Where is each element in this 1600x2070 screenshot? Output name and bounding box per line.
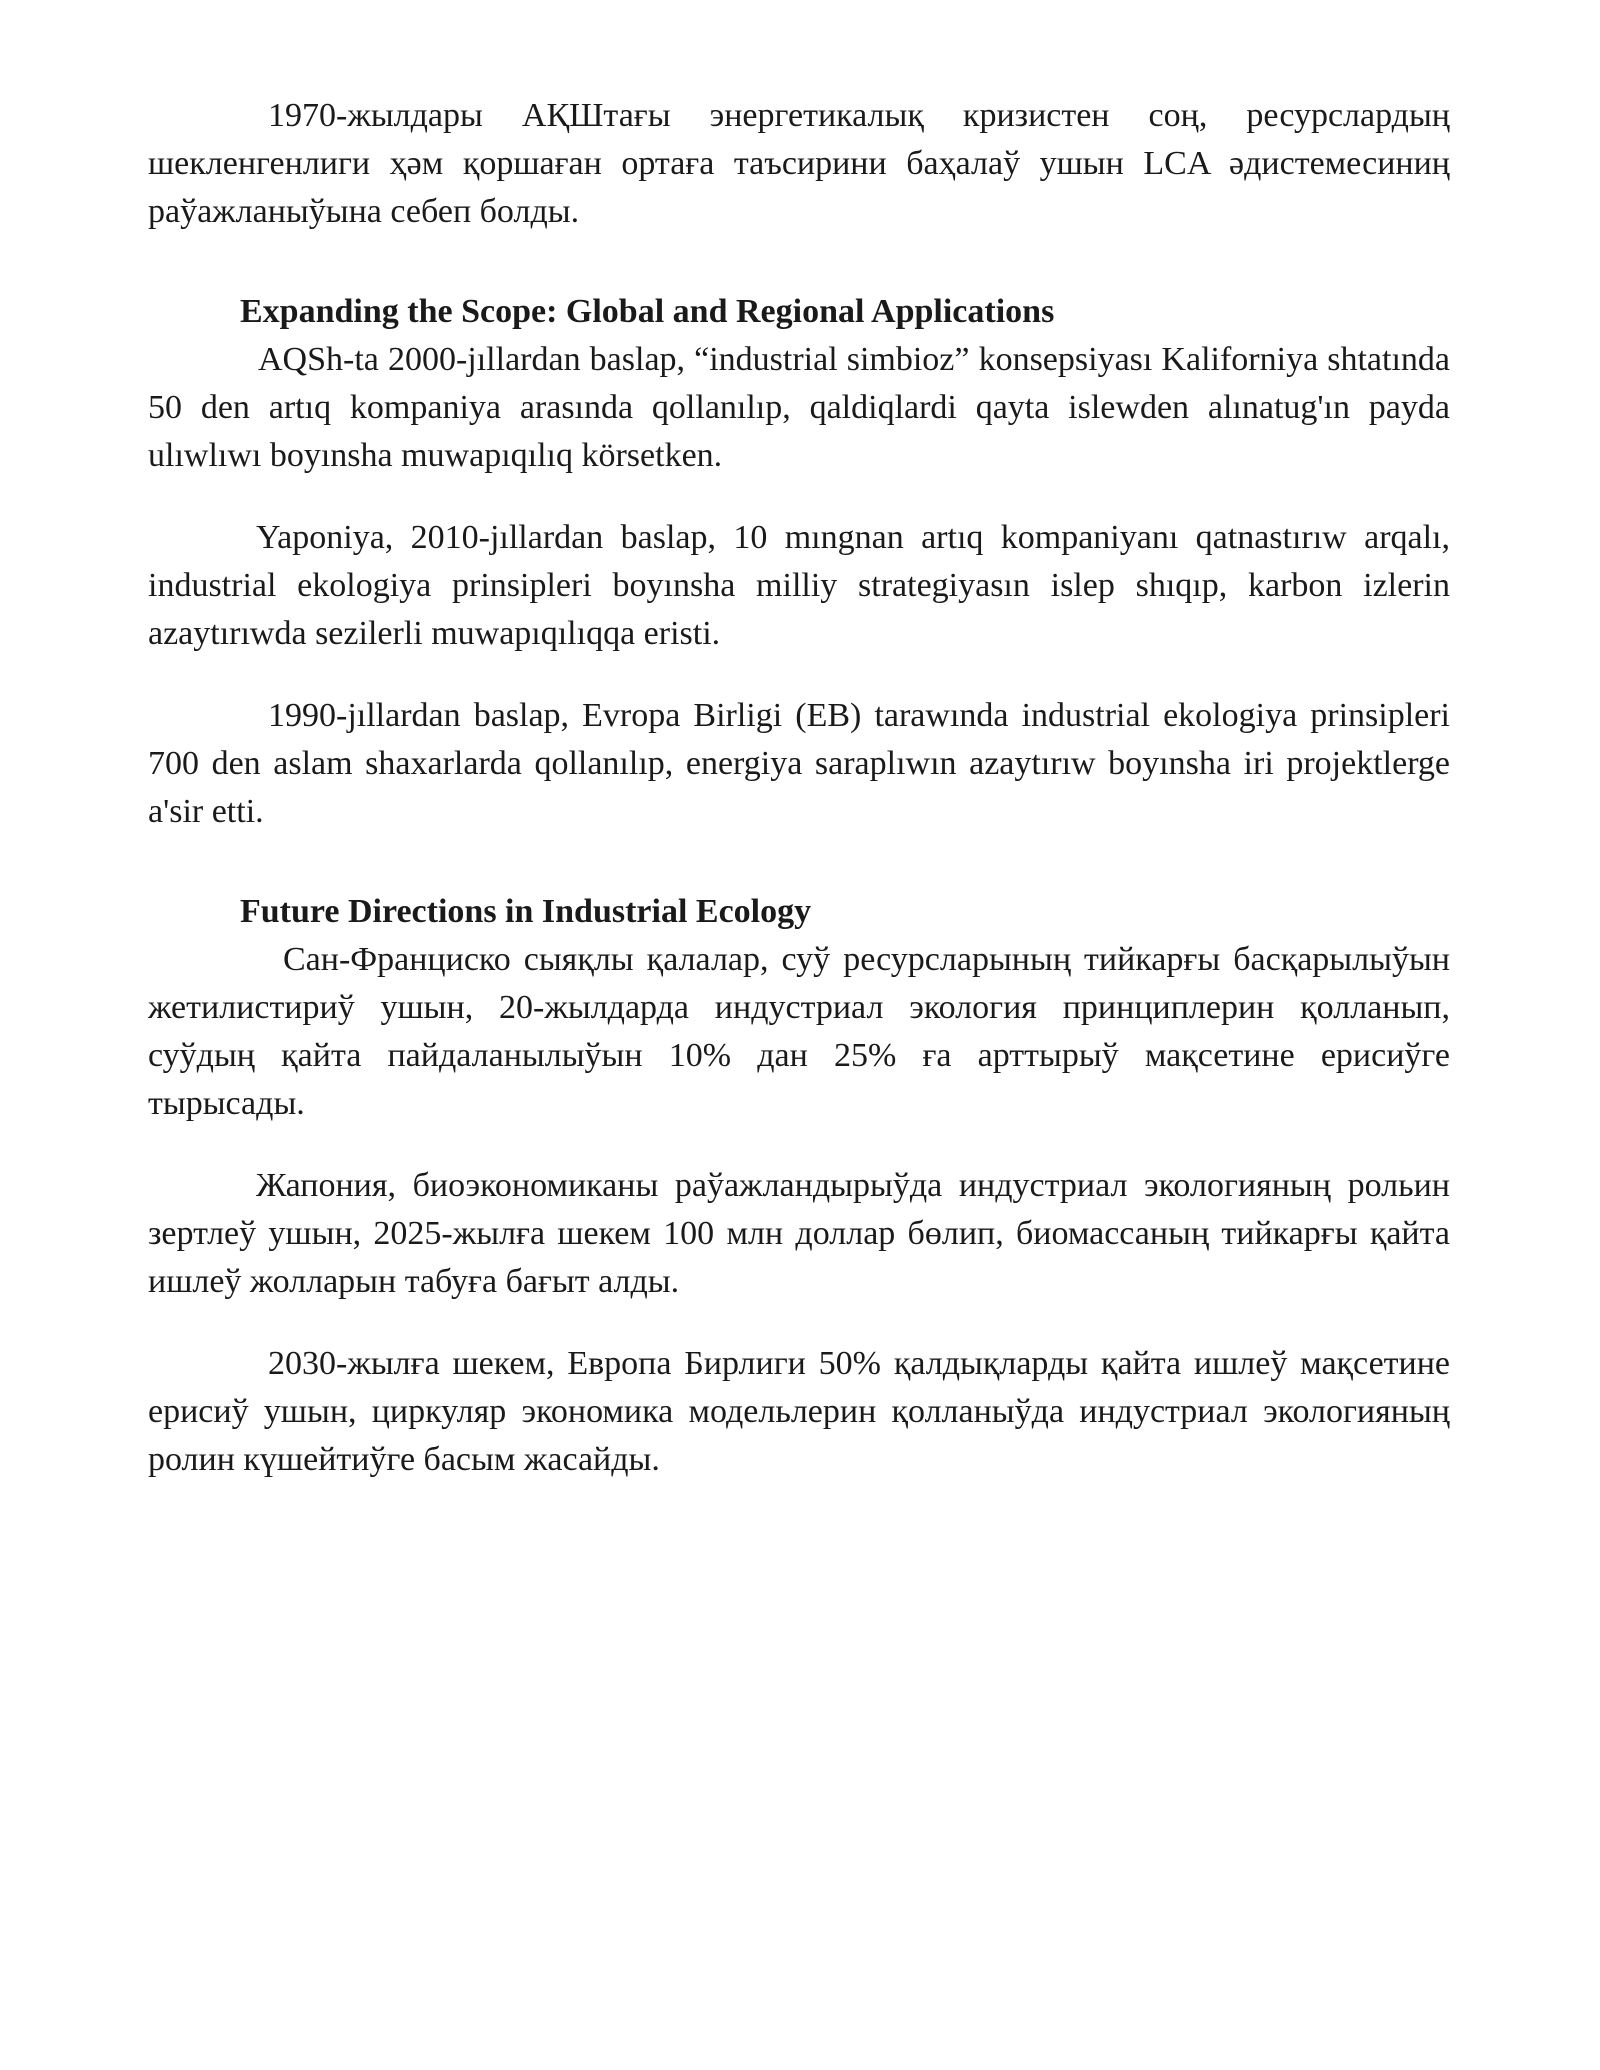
section-heading-future: Future Directions in Industrial Ecology: [240, 893, 812, 930]
paragraph-san-francisco: Сан-Франциско сыяқлы қалалар, суў ресурсларының тийкарғы басқарылыўын жетилистириў ушын, 20-жылдарда индустриал экология принциплерин қолланып, суўдың қайта пайдаланылыўын 10% дан 25% ға арттырыў мақсетине ерисиўге тырысады.: [148, 941, 1450, 1122]
document-page: [148, 92, 1450, 1484]
paragraph-japan-bioeconomy: Жапония, биоэкономиканы раўажландырыўда индустриал экологияның рольин зертлеў ушын, 2025-жылға шекем 100 млн доллар бөлип, биомассаның тийкарғы қайта ишлеў жолларын табуға бағыт алды.: [148, 1167, 1450, 1300]
paragraph-usa: AQSh-ta 2000-jıllardan baslap, “industrial simbioz” konsepsiyası Kaliforniya shtatında 50 den artıq kompaniya arasında qollanılıp, qaldiqlardi qayta islewden alınatug'ın payda ulıwlıwı boyınsha muwapıqılıq körsetken.: [148, 341, 1450, 474]
paragraph-japan: Yaponiya, 2010-jıllardan baslap, 10 mıngnan artıq kompaniyanı qatnastırıw arqalı, industrial ekologiya prinsipleri boyınsha milliy strategiyasın islep shıqıp, karbon izlerin azaytırıwda sezilerli muwapıqılıqqa eristi.: [148, 519, 1450, 652]
section-heading-global: Expanding the Scope: Global and Regional Applications: [240, 293, 1055, 330]
paragraph-eu: 1990-jıllardan baslap, Evropa Birligi (EB) tarawında industrial ekologiya prinsipleri 700 den aslam shaxarlarda qollanılıp, energiya saraplıwın azaytırıw boyınsha iri projektlerge a'sir etti.: [148, 697, 1450, 830]
paragraph-eu-circular: 2030-жылға шекем, Европа Бирлиги 50% қалдықларды қайта ишлеў мақсетине ерисиў ушын, циркуляр экономика модельлерин қолланыўда индустриал экологияның ролин күшейтиўге басым жасайды.: [148, 1345, 1450, 1478]
intro-paragraph: 1970-жылдары АҚШтағы энергетикалық кризистен соң, ресурслардың шекленгенлиги ҳәм қоршаған ортаға таъсирини баҳалаў ушын LCA әдистемесиниң раўажланыўына себеп болды.: [148, 97, 1450, 230]
